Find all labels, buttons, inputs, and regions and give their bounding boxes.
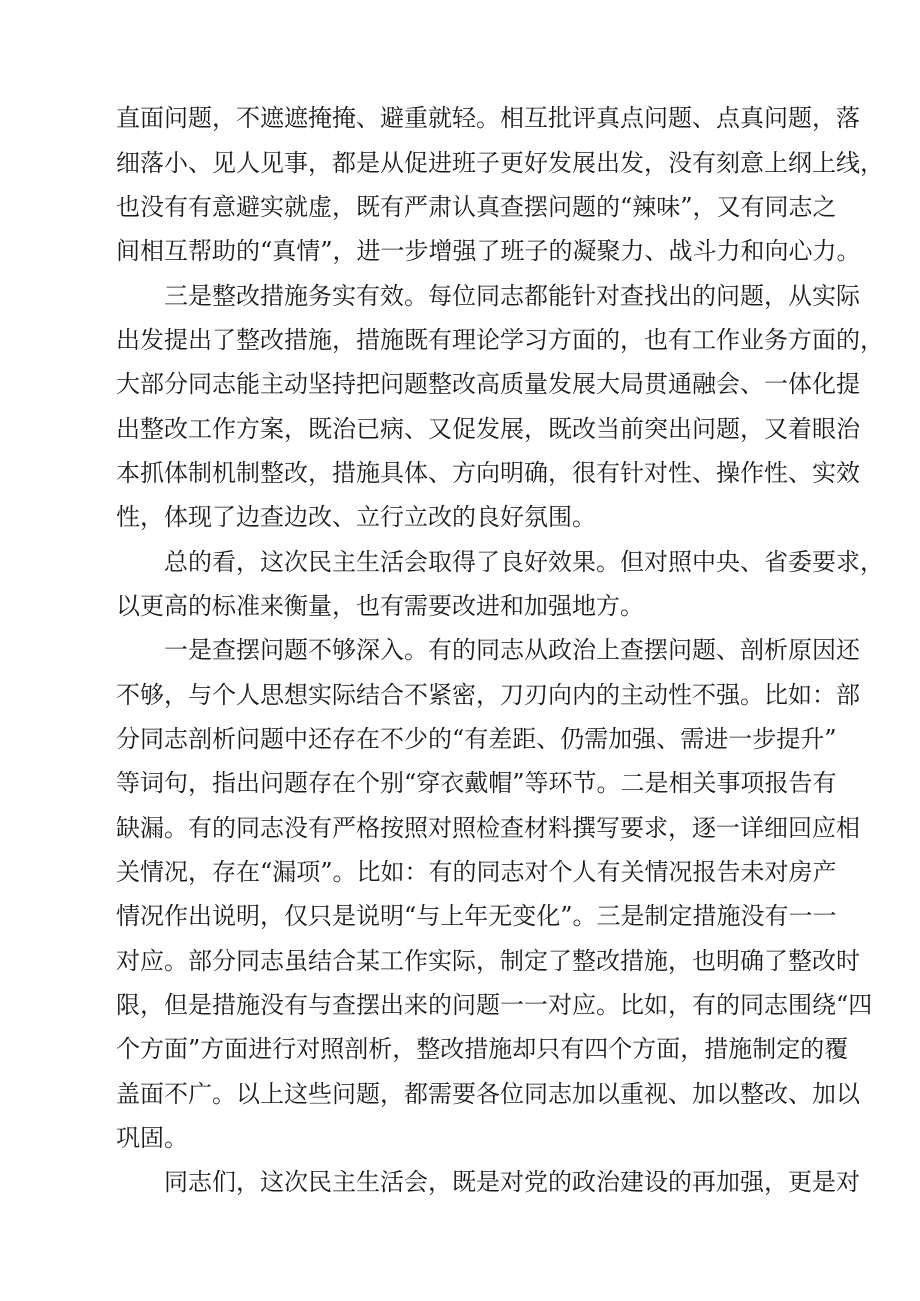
- text-line: 也没有有意避实就虚，既有严肃认真查摆问题的“辣味”，又有同志之: [116, 193, 837, 221]
- text-line: 缺漏。有的同志没有严格按照对照检查材料撰写要求，逐一详细回应相: [116, 814, 860, 842]
- text-line: 以更高的标准来衡量，也有需要改进和加强地方。: [116, 592, 644, 620]
- text-line: 间相互帮助的“真情”，进一步增强了班子的凝聚力、战斗力和向心力。: [116, 237, 861, 265]
- text-line: 性，体现了边查边改、立行立改的良好氛围。: [116, 503, 596, 531]
- text-line: 情况作出说明，仅只是说明“与上年无变化”。三是制定措施没有一一: [116, 902, 837, 930]
- text-line: 巩固。: [116, 1124, 188, 1152]
- text-line: 对应。部分同志虽结合某工作实际，制定了整改措施，也明确了整改时: [116, 947, 860, 975]
- paragraph-first-line: 一是查摆问题不够深入。有的同志从政治上查摆问题、剖析原因还: [164, 636, 860, 664]
- paragraph-first-line: 总的看，这次民主生活会取得了良好效果。但对照中央、省委要求，: [164, 548, 884, 576]
- text-line: 出整改工作方案，既治已病、又促发展，既改当前突出问题，又着眼治: [116, 415, 860, 443]
- paragraph-first-line: 同志们，这次民主生活会，既是对党的政治建设的再加强，更是对: [164, 1168, 860, 1196]
- text-line: 细落小、见人见事，都是从促进班子更好发展出发，没有刻意上纲上线，: [116, 149, 884, 177]
- text-line: 个方面”方面进行对照剖析，整改措施却只有四个方面，措施制定的覆: [116, 1035, 849, 1063]
- text-line: 出发提出了整改措施，措施既有理论学习方面的，也有工作业务方面的，: [116, 326, 884, 354]
- text-line: 直面问题，不遮遮掩掩、避重就轻。相互批评真点问题、点真问题，落: [116, 104, 860, 132]
- text-line: 分同志剖析问题中还存在不少的“有差距、仍需加强、需进一步提升”: [116, 725, 837, 753]
- text-line: 大部分同志能主动坚持把问题整改高质量发展大局贯通融会、一体化提: [116, 370, 860, 398]
- text-line: 盖面不广。以上这些问题，都需要各位同志加以重视、加以整改、加以: [116, 1080, 860, 1108]
- text-line: 本抓体制机制整改，措施具体、方向明确，很有针对性、操作性、实效: [116, 459, 860, 487]
- paragraph-first-line: 三是整改措施务实有效。每位同志都能针对查找出的问题，从实际: [164, 282, 860, 310]
- text-line: 限，但是措施没有与查摆出来的问题一一对应。比如，有的同志围绕“四: [116, 991, 873, 1019]
- text-line: 关情况，存在“漏项”。比如：有的同志对个人有关情况报告未对房产: [116, 858, 837, 886]
- text-line: 不够，与个人思想实际结合不紧密，刀刃向内的主动性不强。比如：部: [116, 681, 860, 709]
- text-line: 等词句，指出问题存在个别“穿衣戴帽”等环节。二是相关事项报告有: [116, 769, 837, 797]
